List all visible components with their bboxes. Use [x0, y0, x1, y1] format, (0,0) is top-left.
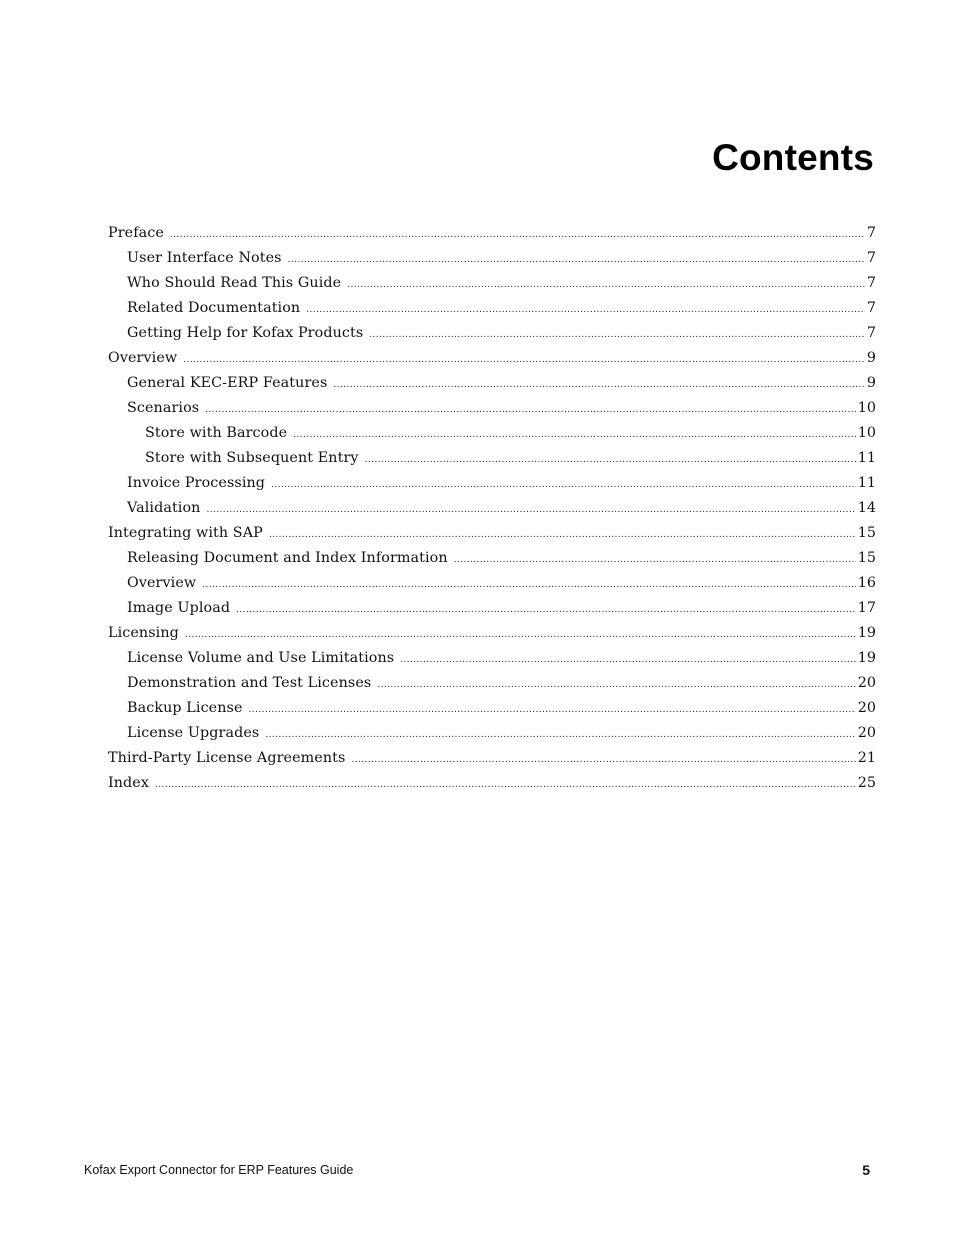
- toc-entry-label: Preface: [108, 225, 164, 241]
- toc-page-number: 17: [857, 600, 876, 616]
- toc-dot-leader: [265, 723, 855, 748]
- toc-entry-label: Third-Party License Agreements: [108, 750, 346, 766]
- toc-entry[interactable]: [108, 321, 876, 346]
- toc-dot-leader: [365, 448, 856, 473]
- toc-entry-label: Image Upload: [127, 600, 231, 616]
- toc-page-number: 10: [857, 425, 876, 441]
- toc-entry[interactable]: [108, 446, 876, 471]
- toc-page-number: 20: [857, 700, 876, 716]
- toc-entry-label: Validation: [127, 500, 201, 516]
- toc-entry-label: License Upgrades: [127, 725, 260, 741]
- toc-entry-label: Invoice Processing: [127, 475, 266, 491]
- toc-entry-label: User Interface Notes: [127, 250, 282, 266]
- toc-entry[interactable]: [108, 771, 876, 796]
- toc-page-number: 10: [857, 400, 876, 416]
- toc-page-number: 15: [857, 550, 876, 566]
- toc-dot-leader: [207, 498, 856, 523]
- toc-dot-leader: [183, 348, 865, 373]
- toc-entry-label: Overview: [127, 575, 197, 591]
- toc-dot-leader: [269, 523, 856, 548]
- toc-entry[interactable]: [108, 371, 876, 396]
- toc-entry[interactable]: [108, 296, 876, 321]
- toc-entry-label: Integrating with SAP: [108, 525, 263, 541]
- toc-page-number: 14: [857, 500, 876, 516]
- toc-entry[interactable]: [108, 746, 876, 771]
- toc-dot-leader: [306, 298, 865, 323]
- toc-dot-leader: [369, 323, 865, 348]
- toc-dot-leader: [333, 373, 865, 398]
- toc-entry[interactable]: [108, 496, 876, 521]
- toc-page-number: 9: [866, 375, 876, 391]
- toc-dot-leader: [170, 223, 865, 248]
- toc-entry[interactable]: [108, 421, 876, 446]
- toc-entry[interactable]: [108, 646, 876, 671]
- toc-page-number: 9: [866, 350, 876, 366]
- toc-dot-leader: [271, 473, 856, 498]
- toc-entry-label: Releasing Document and Index Information: [127, 550, 448, 566]
- toc-page-number: 11: [857, 475, 876, 491]
- toc-entry[interactable]: [108, 271, 876, 296]
- footer-document-title: Kofax Export Connector for ERP Features Guide: [84, 1163, 354, 1177]
- toc-page-number: 7: [866, 325, 876, 341]
- toc-dot-leader: [351, 748, 855, 773]
- toc-dot-leader: [249, 698, 856, 723]
- toc-dot-leader: [377, 673, 855, 698]
- toc-entry[interactable]: [108, 546, 876, 571]
- toc-entry-label: Licensing: [108, 625, 179, 641]
- toc-dot-leader: [155, 773, 856, 798]
- toc-entry[interactable]: [108, 621, 876, 646]
- toc-entry-label: Scenarios: [127, 400, 200, 416]
- footer-page-number: 5: [862, 1162, 870, 1178]
- toc-dot-leader: [288, 248, 865, 273]
- toc-entry[interactable]: [108, 396, 876, 421]
- toc-entry-label: Overview: [108, 350, 178, 366]
- toc-entry[interactable]: [108, 596, 876, 621]
- toc-page-number: 25: [857, 775, 876, 791]
- toc-dot-leader: [205, 398, 856, 423]
- toc-dot-leader: [347, 273, 865, 298]
- toc-page-number: 20: [857, 725, 876, 741]
- toc-dot-leader: [454, 548, 856, 573]
- toc-page-number: 7: [866, 275, 876, 291]
- toc-entry[interactable]: [108, 346, 876, 371]
- toc-entry-label: General KEC-ERP Features: [127, 375, 328, 391]
- toc-page-number: 7: [866, 300, 876, 316]
- toc-page-number: 7: [866, 250, 876, 266]
- toc-dot-leader: [202, 573, 856, 598]
- toc-page-number: 15: [857, 525, 876, 541]
- toc-entry-label: Index: [108, 775, 150, 791]
- table-of-contents: [108, 221, 876, 796]
- toc-entry-label: Backup License: [127, 700, 243, 716]
- toc-page-number: 19: [857, 650, 876, 666]
- toc-page-number: 20: [857, 675, 876, 691]
- toc-entry[interactable]: [108, 571, 876, 596]
- toc-entry-label: Store with Barcode: [145, 425, 288, 441]
- toc-entry[interactable]: [108, 696, 876, 721]
- toc-dot-leader: [236, 598, 856, 623]
- toc-entry[interactable]: [108, 221, 876, 246]
- toc-entry[interactable]: [108, 246, 876, 271]
- toc-entry-label: Getting Help for Kofax Products: [127, 325, 364, 341]
- toc-page-number: 16: [857, 575, 876, 591]
- toc-page-number: 11: [857, 450, 876, 466]
- toc-entry[interactable]: [108, 721, 876, 746]
- toc-entry-label: Who Should Read This Guide: [127, 275, 342, 291]
- toc-entry-label: License Volume and Use Limitations: [127, 650, 395, 666]
- page-title: Contents: [712, 137, 874, 178]
- toc-page-number: 19: [857, 625, 876, 641]
- toc-entry[interactable]: [108, 521, 876, 546]
- toc-dot-leader: [185, 623, 856, 648]
- toc-dot-leader: [293, 423, 856, 448]
- toc-page-number: 7: [866, 225, 876, 241]
- toc-page-number: 21: [857, 750, 876, 766]
- toc-entry[interactable]: [108, 471, 876, 496]
- toc-dot-leader: [400, 648, 856, 673]
- toc-entry-label: Related Documentation: [127, 300, 301, 316]
- toc-entry-label: Store with Subsequent Entry: [145, 450, 359, 466]
- toc-entry[interactable]: [108, 671, 876, 696]
- toc-entry-label: Demonstration and Test Licenses: [127, 675, 372, 691]
